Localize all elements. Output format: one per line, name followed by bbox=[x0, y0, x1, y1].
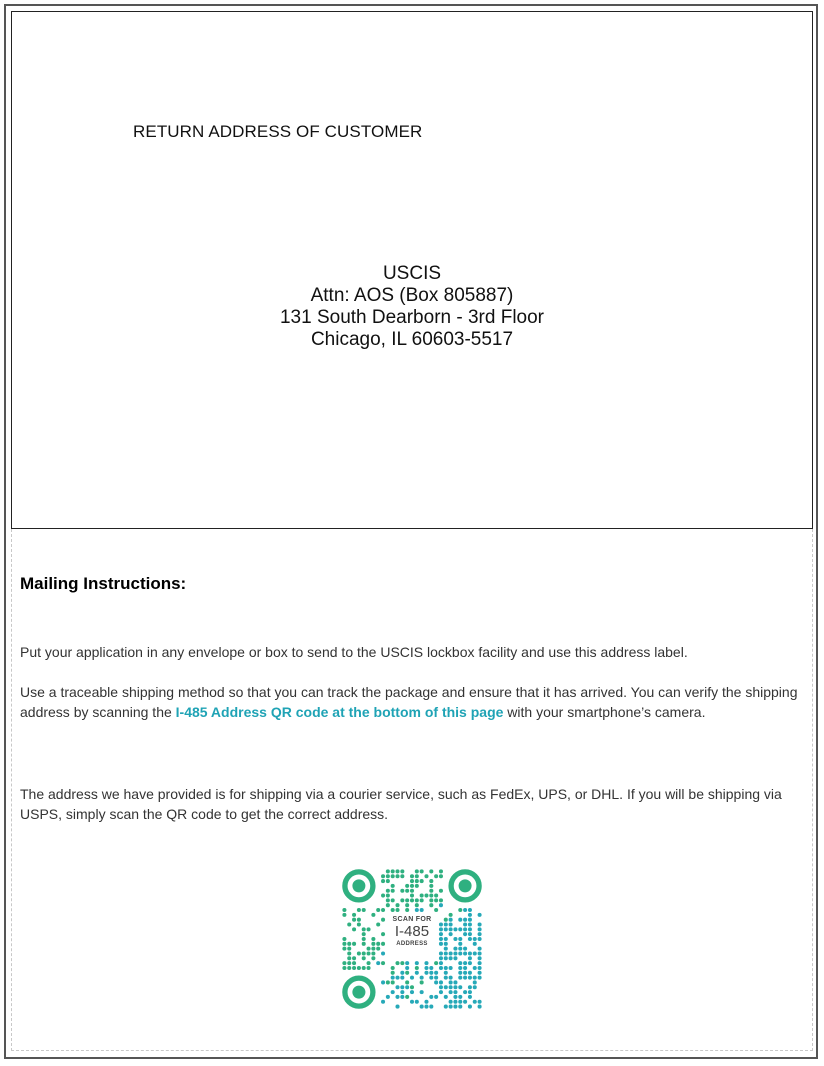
instructions-heading: Mailing Instructions: bbox=[20, 574, 187, 593]
recipient-line-3: 131 South Dearborn - 3rd Floor bbox=[279, 307, 545, 328]
recipient-line-1: USCIS bbox=[382, 263, 442, 284]
instructions-paragraph-1: Put your application in any envelope or box to send to the USCIS lockbox facility and use this address label. bbox=[20, 644, 688, 660]
shipping-label bbox=[11, 11, 813, 529]
paragraph-2-text-end: with your smartphone’s camera. bbox=[503, 704, 706, 720]
recipient-line-2: Attn: AOS (Box 805887) bbox=[310, 285, 514, 306]
qr-center-label bbox=[388, 915, 436, 955]
qr-address-text: ADDRESS bbox=[396, 941, 428, 947]
return-address: RETURN ADDRESS OF CUSTOMER bbox=[133, 122, 423, 141]
qr-code bbox=[342, 869, 482, 1009]
document-page bbox=[4, 4, 818, 1059]
qr-code-link[interactable]: I-485 Address QR code at the bottom of this page bbox=[175, 704, 504, 720]
mailing-instructions bbox=[11, 529, 813, 1051]
paragraph-2-text-start: Use a traceable shipping method so that you can track the package and ensure that it has arrived. You can verify the shipping address by scanning the bbox=[20, 684, 798, 720]
recipient-address bbox=[12, 263, 812, 351]
qr-scan-text: SCAN FOR bbox=[392, 916, 432, 923]
qr-form-number: I-485 bbox=[394, 923, 430, 940]
instructions-paragraph-2 bbox=[20, 682, 810, 722]
recipient-line-4: Chicago, IL 60603-5517 bbox=[310, 329, 514, 350]
instructions-paragraph-3: The address we have provided is for shipping via a courier service, such as FedEx, UPS, or DHL. If you will be shipping via USPS, simply scan the QR code to get the correct address. bbox=[20, 786, 782, 822]
